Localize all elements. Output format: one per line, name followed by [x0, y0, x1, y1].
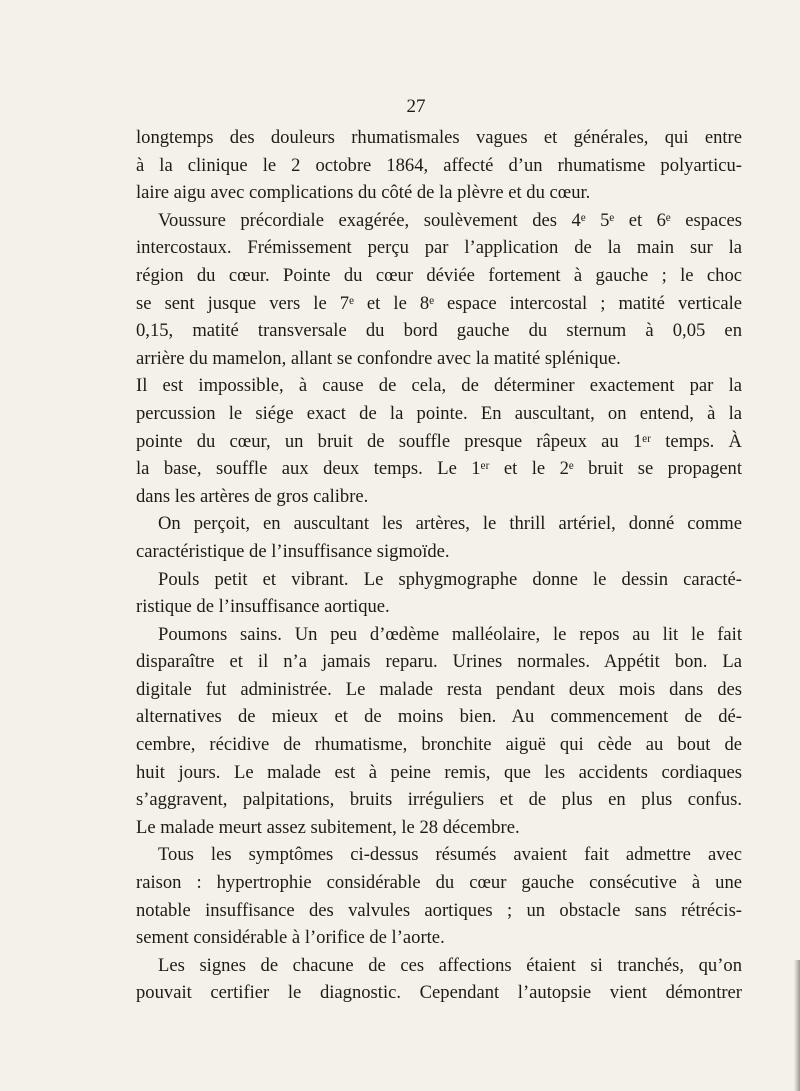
text-line: dans les artères de gros calibre.: [136, 485, 369, 507]
text-line: s’aggravent, palpitations, bruits irréguliers et de plus en plus confus.: [136, 789, 742, 811]
text-line: alternatives de mieux et de moins bien. Au commencement de dé-: [136, 706, 742, 728]
text-line: On perçoit, en auscultant les artères, le thrill artériel, donné comme: [158, 513, 742, 535]
text-line: huit jours. Le malade est à peine remis, que les accidents cordiaques: [136, 761, 742, 783]
text-line: pointe du cœur, un bruit de souffle presque râpeux au 1ᵉʳ temps. À: [136, 430, 742, 452]
text-line: percussion le siége exact de la pointe. En auscultant, on entend, à la: [136, 402, 742, 424]
text-line: caractéristique de l’insuffisance sigmoïde.: [136, 540, 450, 562]
text-line: Il est impossible, à cause de cela, de déterminer exactement par la: [136, 375, 742, 397]
text-line: raison : hypertrophie considérable du cœur gauche consécutive à une: [136, 872, 742, 894]
text-line: notable insuffisance des valvules aortiques ; un obstacle sans rétrécis-: [136, 899, 742, 921]
body-text: [136, 124, 742, 1007]
text-line: la base, souffle aux deux temps. Le 1ᵉʳ et le 2ᵉ bruit se propagent: [136, 458, 742, 480]
text-line: région du cœur. Pointe du cœur déviée fortement à gauche ; le choc: [136, 264, 742, 286]
text-line: ristique de l’insuffisance aortique.: [136, 596, 390, 618]
text-line: cembre, récidive de rhumatisme, bronchite aiguë qui cède au bout de: [136, 734, 742, 756]
text-line: laire aigu avec complications du côté de la plèvre et du cœur.: [136, 182, 591, 204]
text-line: Poumons sains. Un peu d’œdème malléolaire, le repos au lit le fait: [158, 623, 742, 645]
page-edge-shadow: [794, 960, 800, 1091]
text-line: Tous les symptômes ci-dessus résumés avaient fait admettre avec: [158, 844, 742, 866]
text-line: sement considérable à l’orifice de l’aorte.: [136, 927, 445, 949]
text-line: intercostaux. Frémissement perçu par l’application de la main sur la: [136, 237, 742, 259]
text-line: Voussure précordiale exagérée, soulèvement des 4ᵉ 5ᵉ et 6ᵉ espaces: [158, 209, 742, 231]
text-line: 0,15, matité transversale du bord gauche du sternum à 0,05 en: [136, 320, 742, 342]
text-line: arrière du mamelon, allant se confondre avec la matité splénique.: [136, 347, 621, 369]
text-line: pouvait certifier le diagnostic. Cependant l’autopsie vient démontrer: [136, 982, 742, 1004]
text-line: digitale fut administrée. Le malade resta pendant deux mois dans des: [136, 678, 742, 700]
text-line: Les signes de chacune de ces affections étaient si tranchés, qu’on: [158, 954, 742, 976]
text-line: Pouls petit et vibrant. Le sphygmographe donne le dessin caracté-: [158, 568, 742, 590]
text-line: disparaître et il n’a jamais reparu. Urines normales. Appétit bon. La: [136, 651, 742, 673]
text-line: se sent jusque vers le 7ᵉ et le 8ᵉ espace intercostal ; matité verticale: [136, 292, 742, 314]
text-line: à la clinique le 2 octobre 1864, affecté d’un rhumatisme polyarticu-: [136, 154, 742, 176]
text-line: Le malade meurt assez subitement, le 28 décembre.: [136, 816, 520, 838]
text-line: longtemps des douleurs rhumatismales vagues et générales, qui entre: [136, 127, 742, 148]
page-number: 27: [406, 96, 426, 117]
